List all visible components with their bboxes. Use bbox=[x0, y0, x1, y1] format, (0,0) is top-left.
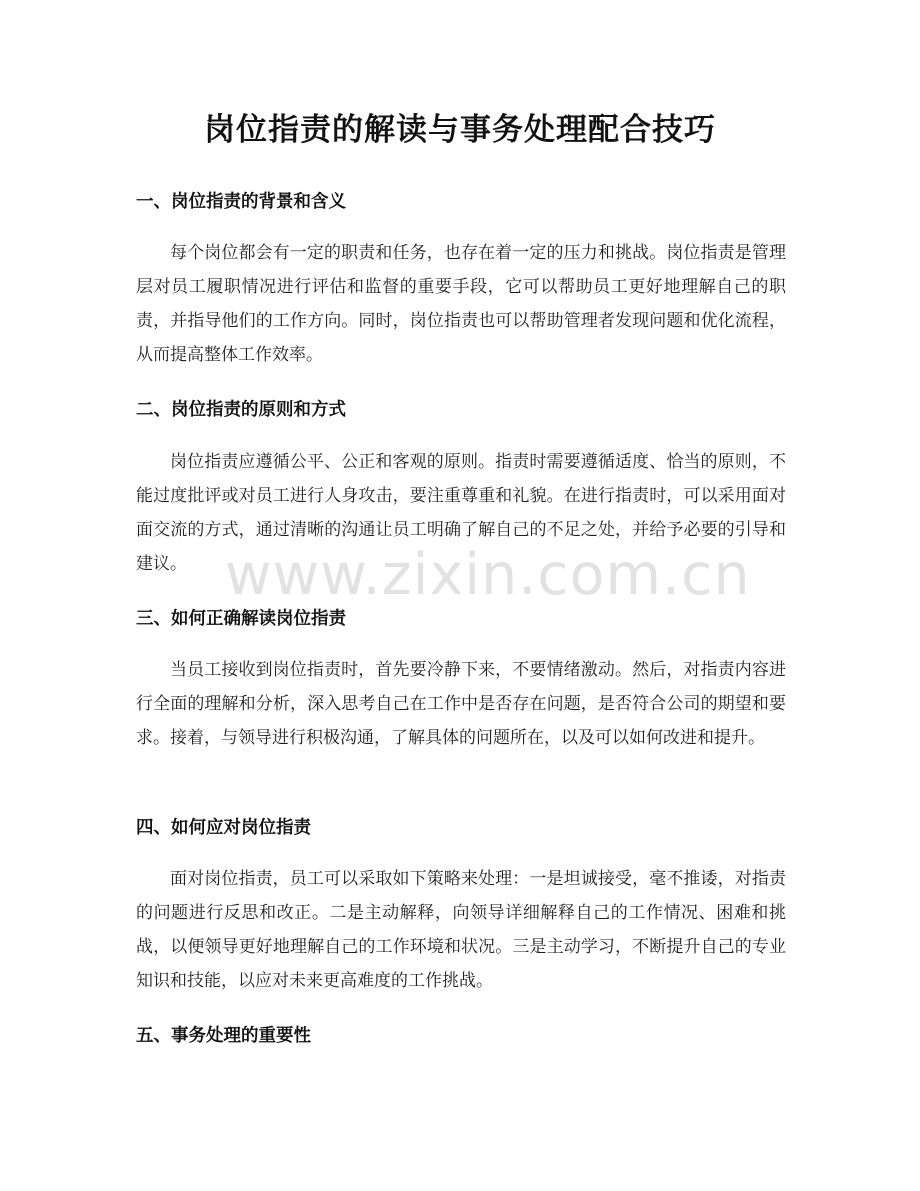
section-paragraph-4: 面对岗位指责，员工可以采取如下策略来处理：一是坦诚接受，毫不推诿，对指责的问题进行反思和改正。二是主动解释，向领导详细解释自己的工作情况、困难和挑战，以便领导更好地理解自己的工作环境和状况。三是主动学习，不断提升自己的专业知识和技能，以应对未来更高难度的工作挑战。 bbox=[136, 869, 786, 991]
section-paragraph-1: 每个岗位都会有一定的职责和任务，也存在着一定的压力和挑战。岗位指责是管理层对员工履职情况进行评估和监督的重要手段，它可以帮助员工更好地理解自己的职责，并指导他们的工作方向。同时，岗位指责也可以帮助管理者发现问题和优化流程，从而提高整体工作效率。 bbox=[136, 243, 786, 365]
section-heading-5: 五、事务处理的重要性 bbox=[136, 1026, 311, 1046]
section-heading-3: 三、如何正确解读岗位指责 bbox=[136, 609, 346, 629]
section-paragraph-2: 岗位指责应遵循公平、公正和客观的原则。指责时需要遵循适度、恰当的原则，不能过度批评或对员工进行人身攻击，要注重尊重和礼貌。在进行指责时，可以采用面对面交流的方式，通过清晰的沟通让员工明确了解自己的不足之处，并给予必要的引导和建议。 bbox=[136, 452, 786, 574]
section-heading-4: 四、如何应对岗位指责 bbox=[136, 818, 311, 838]
section-paragraph-3: 当员工接收到岗位指责时，首先要冷静下来，不要情绪激动。然后，对指责内容进行全面的理解和分析，深入思考自己在工作中是否存在问题，是否符合公司的期望和要求。接着，与领导进行积极沟通，了解具体的问题所在，以及可以如何改进和提升。 bbox=[136, 660, 786, 748]
section-heading-1: 一、岗位指责的背景和含义 bbox=[136, 192, 346, 212]
watermark-text: www.zixin.com.cn bbox=[225, 542, 751, 608]
document-title: 岗位指责的解读与事务处理配合技巧 bbox=[204, 112, 716, 148]
section-heading-2: 二、岗位指责的原则和方式 bbox=[136, 400, 346, 420]
